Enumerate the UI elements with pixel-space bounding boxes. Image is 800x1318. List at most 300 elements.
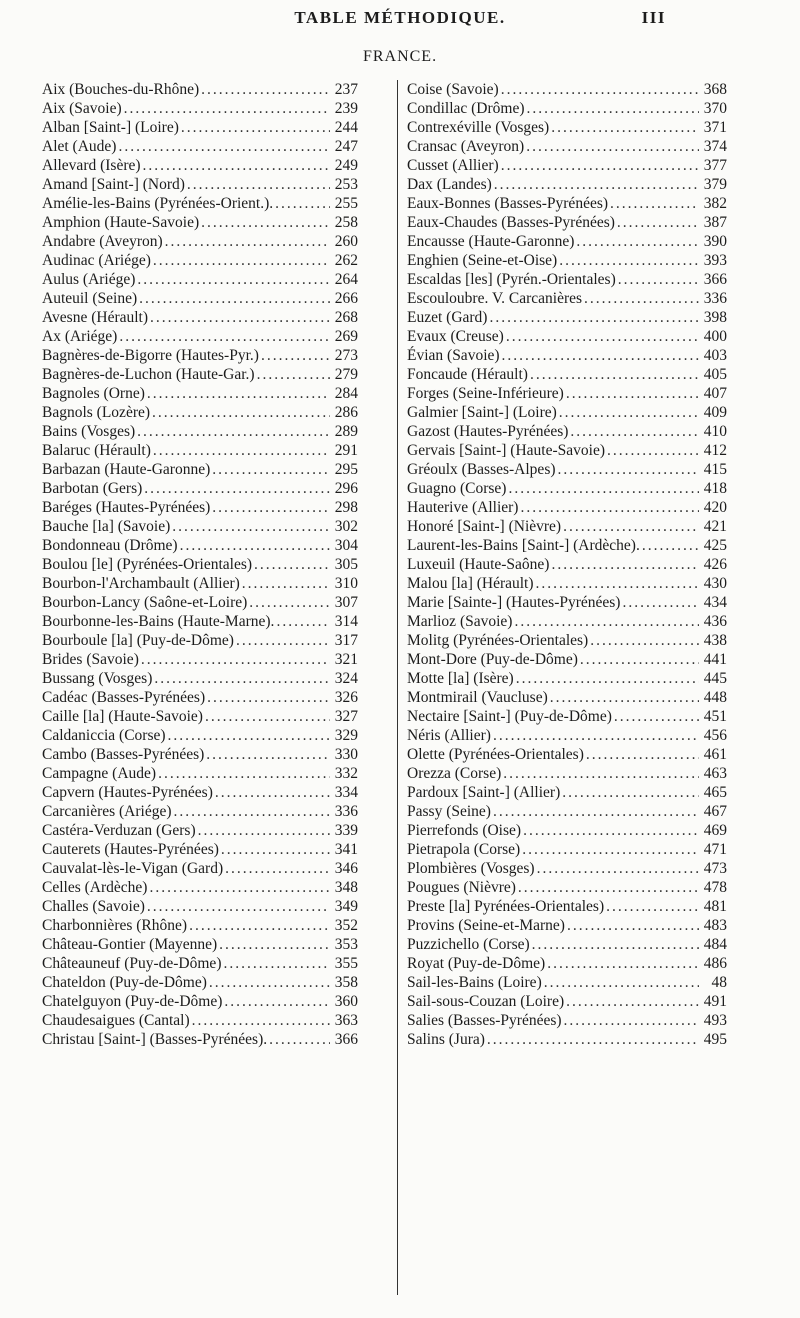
entry-page-number: 273 — [334, 347, 358, 364]
leader-dots — [144, 479, 330, 498]
leader-dots — [124, 99, 330, 118]
entry-page-number: 445 — [703, 670, 727, 687]
entry-name: Forges (Seine-Inférieure) — [407, 385, 564, 402]
leader-dots — [189, 916, 330, 935]
entry-name: Bourboule [la] (Puy-de-Dôme) — [42, 632, 234, 649]
leader-dots — [586, 745, 699, 764]
entry-name: Bondonneau (Drôme) — [42, 537, 178, 554]
entry-page-number: 304 — [334, 537, 358, 554]
index-entry — [42, 289, 358, 308]
index-entry — [42, 764, 358, 783]
entry-page-number: 324 — [334, 670, 358, 687]
entry-name: Laurent-les-Bains [Saint-] (Ardèche). — [407, 537, 640, 554]
entry-name: Castéra-Verduzan (Gers) — [42, 822, 196, 839]
leader-dots — [501, 80, 699, 99]
entry-name: Châteauneuf (Puy-de-Dôme) — [42, 955, 222, 972]
entry-page-number: 405 — [703, 366, 727, 383]
leader-dots — [198, 821, 330, 840]
entry-page-number: 456 — [703, 727, 727, 744]
entry-name: Pardoux [Saint-] (Allier) — [407, 784, 561, 801]
leader-dots — [201, 80, 330, 99]
entry-name: Carcanières (Ariége) — [42, 803, 172, 820]
index-entry — [407, 251, 727, 270]
index-entry — [42, 232, 358, 251]
leader-dots — [547, 954, 699, 973]
index-entry — [407, 764, 727, 783]
leader-dots — [147, 897, 330, 916]
index-entry — [407, 669, 727, 688]
entry-page-number: 360 — [334, 993, 358, 1010]
entry-page-number: 327 — [334, 708, 358, 725]
entry-page-number: 430 — [703, 575, 727, 592]
leader-dots — [559, 403, 699, 422]
index-entry — [42, 365, 358, 384]
index-entry — [42, 992, 358, 1011]
index-entry — [42, 536, 358, 555]
entry-name: Barbotan (Gers) — [42, 480, 143, 497]
leader-dots — [261, 346, 330, 365]
entry-page-number: 341 — [334, 841, 358, 858]
index-entry — [42, 650, 358, 669]
entry-page-number: 421 — [703, 518, 727, 535]
entry-page-number: 249 — [334, 157, 358, 174]
entry-name: Foncaude (Hérault) — [407, 366, 528, 383]
leader-dots — [254, 555, 330, 574]
entry-page-number: 352 — [334, 917, 358, 934]
entry-page-number: 420 — [703, 499, 727, 516]
index-entry — [42, 118, 358, 137]
leader-dots — [610, 194, 699, 213]
leader-dots — [526, 137, 699, 156]
leader-dots — [242, 574, 330, 593]
entry-name: Caldaniccia (Corse) — [42, 727, 166, 744]
index-entry — [42, 156, 358, 175]
entry-name: Contrexéville (Vosges) — [407, 119, 550, 136]
leader-dots — [570, 422, 699, 441]
index-entry — [407, 631, 727, 650]
leader-dots — [137, 270, 330, 289]
index-entry — [407, 916, 727, 935]
index-entry — [42, 669, 358, 688]
entry-page-number: 473 — [703, 860, 727, 877]
leader-dots — [212, 498, 330, 517]
index-entry — [407, 802, 727, 821]
leader-dots — [276, 612, 330, 631]
leader-dots — [508, 479, 699, 498]
column-divider — [397, 80, 398, 1295]
index-entry — [407, 175, 727, 194]
entry-page-number: 326 — [334, 689, 358, 706]
index-entry — [42, 479, 358, 498]
entry-name: Pougues (Nièvre) — [407, 879, 516, 896]
entry-page-number: 374 — [703, 138, 727, 155]
entry-name: Néris (Allier) — [407, 727, 491, 744]
entry-name: Allevard (Isère) — [42, 157, 141, 174]
leader-dots — [224, 992, 330, 1011]
leader-dots — [522, 840, 699, 859]
index-entry — [407, 289, 727, 308]
entry-page-number: 495 — [703, 1031, 727, 1048]
index-entry — [407, 973, 727, 992]
entry-page-number: 481 — [703, 898, 727, 915]
leader-dots — [118, 137, 330, 156]
index-entry — [407, 308, 727, 327]
entry-page-number: 368 — [703, 81, 727, 98]
index-entry — [407, 137, 727, 156]
index-entry — [42, 878, 358, 897]
entry-page-number: 268 — [334, 309, 358, 326]
entry-page-number: 279 — [334, 366, 358, 383]
leader-dots — [536, 574, 699, 593]
entry-name: Andabre (Aveyron) — [42, 233, 163, 250]
entry-page-number: 387 — [703, 214, 727, 231]
entry-name: Avesne (Hérault) — [42, 309, 149, 326]
leader-dots — [563, 517, 699, 536]
leader-dots — [606, 897, 699, 916]
entry-name: Guagno (Corse) — [407, 480, 507, 497]
leader-dots — [187, 175, 330, 194]
leader-dots — [275, 194, 330, 213]
leader-dots — [147, 384, 330, 403]
entry-name: Amélie-les-Bains (Pyrénées-Orient.). — [42, 195, 274, 212]
entry-name: Eaux-Chaudes (Basses-Pyrénées) — [407, 214, 615, 231]
leader-dots — [493, 802, 699, 821]
leader-dots — [564, 1011, 699, 1030]
entry-name: Bourbon-l'Archambault (Allier) — [42, 575, 240, 592]
entry-page-number: 305 — [334, 556, 358, 573]
entry-name: Cadéac (Basses-Pyrénées) — [42, 689, 206, 706]
entry-page-number: 382 — [703, 195, 727, 212]
index-entry — [407, 327, 727, 346]
index-entry — [42, 1030, 358, 1049]
index-entry — [42, 1011, 358, 1030]
index-entry — [42, 631, 358, 650]
index-entry — [42, 327, 358, 346]
entry-name: Bourbon-Lancy (Saône-et-Loire) — [42, 594, 248, 611]
index-entry — [42, 441, 358, 460]
entry-page-number: 463 — [703, 765, 727, 782]
entry-page-number: 426 — [703, 556, 727, 573]
index-entry — [407, 498, 727, 517]
leader-dots — [150, 308, 330, 327]
index-entry — [407, 403, 727, 422]
leader-dots — [551, 555, 699, 574]
leader-dots — [487, 1030, 699, 1049]
entry-page-number: 330 — [334, 746, 358, 763]
entry-name: Christau [Saint-] (Basses-Pyrénées). — [42, 1031, 268, 1048]
entry-name: Bauche [la] (Savoie) — [42, 518, 171, 535]
index-entry — [407, 745, 727, 764]
entry-page-number: 262 — [334, 252, 358, 269]
leader-dots — [249, 593, 330, 612]
leader-dots — [257, 365, 330, 384]
index-entry — [407, 555, 727, 574]
entry-name: Chatelguyon (Puy-de-Dôme) — [42, 993, 223, 1010]
index-entry — [42, 137, 358, 156]
entry-name: Ax (Ariége) — [42, 328, 118, 345]
index-entry — [407, 270, 727, 289]
entry-name: Honoré [Saint-] (Nièvre) — [407, 518, 562, 535]
leader-dots — [584, 289, 699, 308]
leader-dots — [137, 422, 330, 441]
index-entry — [407, 517, 727, 536]
entry-page-number: 349 — [334, 898, 358, 915]
entry-page-number: 483 — [703, 917, 727, 934]
entry-name: Mont-Dore (Puy-de-Dôme) — [407, 651, 578, 668]
index-entry — [42, 916, 358, 935]
leader-dots — [153, 251, 330, 270]
index-entry — [407, 878, 727, 897]
entry-page-number: 253 — [334, 176, 358, 193]
leader-dots — [518, 878, 699, 897]
entry-page-number: 332 — [334, 765, 358, 782]
leader-dots — [153, 441, 330, 460]
entry-name: Évian (Savoie) — [407, 347, 500, 364]
entry-page-number: 269 — [334, 328, 358, 345]
index-entry — [407, 726, 727, 745]
leader-dots — [139, 289, 330, 308]
index-entry — [42, 612, 358, 631]
entry-name: Château-Gontier (Mayenne) — [42, 936, 218, 953]
leader-dots — [493, 726, 699, 745]
index-entry — [42, 175, 358, 194]
entry-page-number: 366 — [703, 271, 727, 288]
entry-page-number: 410 — [703, 423, 727, 440]
entry-page-number: 310 — [334, 575, 358, 592]
index-entry — [407, 1030, 727, 1049]
entry-name: Baréges (Hautes-Pyrénées) — [42, 499, 211, 516]
entry-name: Escouloubre. V. Carcanières — [407, 290, 583, 307]
entry-name: Salies (Basses-Pyrénées) — [407, 1012, 562, 1029]
entry-page-number: 244 — [334, 119, 358, 136]
leader-dots — [523, 821, 699, 840]
index-entry — [42, 574, 358, 593]
entry-name: Amand [Saint-] (Nord) — [42, 176, 185, 193]
leader-dots — [590, 631, 699, 650]
index-entry — [42, 745, 358, 764]
entry-name: Eaux-Bonnes (Basses-Pyrénées) — [407, 195, 609, 212]
leader-dots — [207, 688, 330, 707]
leader-dots — [622, 593, 699, 612]
entry-page-number: 48 — [711, 974, 727, 991]
index-entry — [42, 251, 358, 270]
entry-name: Chaudesaigues (Cantal) — [42, 1012, 190, 1029]
entry-name: Cauterets (Hautes-Pyrénées) — [42, 841, 219, 858]
entry-page-number: 484 — [703, 936, 727, 953]
leader-dots — [614, 707, 699, 726]
index-entry — [407, 688, 727, 707]
leader-dots — [172, 517, 330, 536]
leader-dots — [537, 859, 699, 878]
entry-page-number: 266 — [334, 290, 358, 307]
entry-page-number: 486 — [703, 955, 727, 972]
entry-page-number: 258 — [334, 214, 358, 231]
entry-name: Challes (Savoie) — [42, 898, 145, 915]
leader-dots — [165, 232, 330, 251]
leader-dots — [559, 251, 699, 270]
leader-dots — [221, 840, 330, 859]
leader-dots — [551, 118, 699, 137]
index-entry — [407, 593, 727, 612]
entry-name: Molitg (Pyrénées-Orientales) — [407, 632, 589, 649]
leader-dots — [617, 213, 699, 232]
entry-name: Cambo (Basses-Pyrénées) — [42, 746, 205, 763]
entry-page-number: 358 — [334, 974, 358, 991]
entry-name: Cransac (Aveyron) — [407, 138, 525, 155]
index-entry — [407, 1011, 727, 1030]
entry-page-number: 239 — [334, 100, 358, 117]
entry-name: Gréoulx (Basses-Alpes) — [407, 461, 556, 478]
entry-page-number: 291 — [334, 442, 358, 459]
index-entry — [42, 308, 358, 327]
entry-page-number: 346 — [334, 860, 358, 877]
leader-dots — [580, 650, 699, 669]
index-entry — [407, 840, 727, 859]
leader-dots — [642, 536, 699, 555]
index-entry — [407, 460, 727, 479]
leader-dots — [516, 669, 699, 688]
entry-page-number: 400 — [703, 328, 727, 345]
entry-name: Luxeuil (Haute-Saône) — [407, 556, 550, 573]
entry-page-number: 409 — [703, 404, 727, 421]
leader-dots — [205, 707, 330, 726]
leader-dots — [532, 935, 699, 954]
entry-name: Dax (Landes) — [407, 176, 492, 193]
leader-dots — [206, 745, 330, 764]
leader-dots — [201, 213, 330, 232]
leader-dots — [269, 1030, 330, 1049]
entry-page-number: 339 — [334, 822, 358, 839]
entry-page-number: 264 — [334, 271, 358, 288]
index-entry — [42, 498, 358, 517]
leader-dots — [567, 916, 699, 935]
entry-name: Marlioz (Savoie) — [407, 613, 513, 630]
index-entry — [407, 859, 727, 878]
index-entry — [407, 821, 727, 840]
index-entry — [42, 270, 358, 289]
leader-dots — [181, 118, 330, 137]
entry-name: Charbonnières (Rhône) — [42, 917, 188, 934]
index-entry — [407, 346, 727, 365]
index-entry — [407, 365, 727, 384]
index-entry — [407, 479, 727, 498]
leader-dots — [607, 441, 699, 460]
entry-name: Encausse (Haute-Garonne) — [407, 233, 575, 250]
index-entry — [407, 422, 727, 441]
entry-page-number: 441 — [703, 651, 727, 668]
leader-dots — [141, 650, 330, 669]
entry-page-number: 366 — [334, 1031, 358, 1048]
entry-page-number: 448 — [703, 689, 727, 706]
entry-name: Preste [la] Pyrénées-Orientales) — [407, 898, 605, 915]
entry-page-number: 284 — [334, 385, 358, 402]
leader-dots — [223, 954, 330, 973]
index-entry — [407, 194, 727, 213]
leader-dots — [550, 688, 699, 707]
leader-dots — [530, 365, 699, 384]
index-entry — [42, 194, 358, 213]
entry-page-number: 370 — [703, 100, 727, 117]
leader-dots — [502, 346, 699, 365]
index-entry — [407, 384, 727, 403]
index-entry — [407, 536, 727, 555]
leader-dots — [566, 384, 699, 403]
entry-page-number: 321 — [334, 651, 358, 668]
leader-dots — [494, 175, 699, 194]
entry-name: Campagne (Aude) — [42, 765, 157, 782]
leader-dots — [192, 1011, 330, 1030]
entry-page-number: 434 — [703, 594, 727, 611]
entry-name: Nectaire [Saint-] (Puy-de-Dôme) — [407, 708, 612, 725]
entry-page-number: 393 — [703, 252, 727, 269]
leader-dots — [514, 612, 699, 631]
entry-page-number: 334 — [334, 784, 358, 801]
entry-page-number: 471 — [703, 841, 727, 858]
entry-name: Aix (Bouches-du-Rhône) — [42, 81, 200, 98]
index-entry — [407, 992, 727, 1011]
index-entry — [407, 213, 727, 232]
index-entry — [407, 99, 727, 118]
entry-page-number: 451 — [703, 708, 727, 725]
leader-dots — [225, 859, 330, 878]
index-entry — [42, 707, 358, 726]
entry-page-number: 298 — [334, 499, 358, 516]
index-column-right — [407, 80, 727, 1049]
index-entry — [42, 859, 358, 878]
leader-dots — [236, 631, 330, 650]
index-entry — [407, 80, 727, 99]
entry-page-number: 436 — [703, 613, 727, 630]
entry-page-number: 469 — [703, 822, 727, 839]
entry-name: Cusset (Allier) — [407, 157, 499, 174]
leader-dots — [489, 308, 699, 327]
running-title: TABLE MÉTHODIQUE. — [294, 8, 506, 27]
entry-name: Olette (Pyrénées-Orientales) — [407, 746, 584, 763]
leader-dots — [566, 992, 699, 1011]
entry-page-number: 478 — [703, 879, 727, 896]
entry-page-number: 412 — [703, 442, 727, 459]
index-entry — [42, 897, 358, 916]
index-entry — [42, 802, 358, 821]
index-entry — [42, 726, 358, 745]
section-title: FRANCE. — [362, 48, 438, 65]
entry-name: Pietrapola (Corse) — [407, 841, 521, 858]
entry-page-number: 377 — [703, 157, 727, 174]
entry-page-number: 247 — [334, 138, 358, 155]
index-entry — [407, 118, 727, 137]
entry-name: Pierrefonds (Oise) — [407, 822, 522, 839]
index-entry — [407, 441, 727, 460]
leader-dots — [180, 536, 330, 555]
entry-page-number: 336 — [703, 290, 727, 307]
index-entry — [42, 384, 358, 403]
entry-page-number: 465 — [703, 784, 727, 801]
page-header — [0, 8, 800, 28]
entry-name: Condillac (Drôme) — [407, 100, 525, 117]
entry-page-number: 329 — [334, 727, 358, 744]
index-entry — [407, 612, 727, 631]
leader-dots — [212, 460, 330, 479]
index-entry — [407, 232, 727, 251]
entry-page-number: 237 — [334, 81, 358, 98]
entry-name: Puzzichello (Corse) — [407, 936, 530, 953]
leader-dots — [143, 156, 330, 175]
entry-page-number: 314 — [334, 613, 358, 630]
leader-dots — [152, 403, 330, 422]
entry-name: Euzet (Gard) — [407, 309, 488, 326]
entry-name: Plombières (Vosges) — [407, 860, 535, 877]
index-entry — [407, 935, 727, 954]
